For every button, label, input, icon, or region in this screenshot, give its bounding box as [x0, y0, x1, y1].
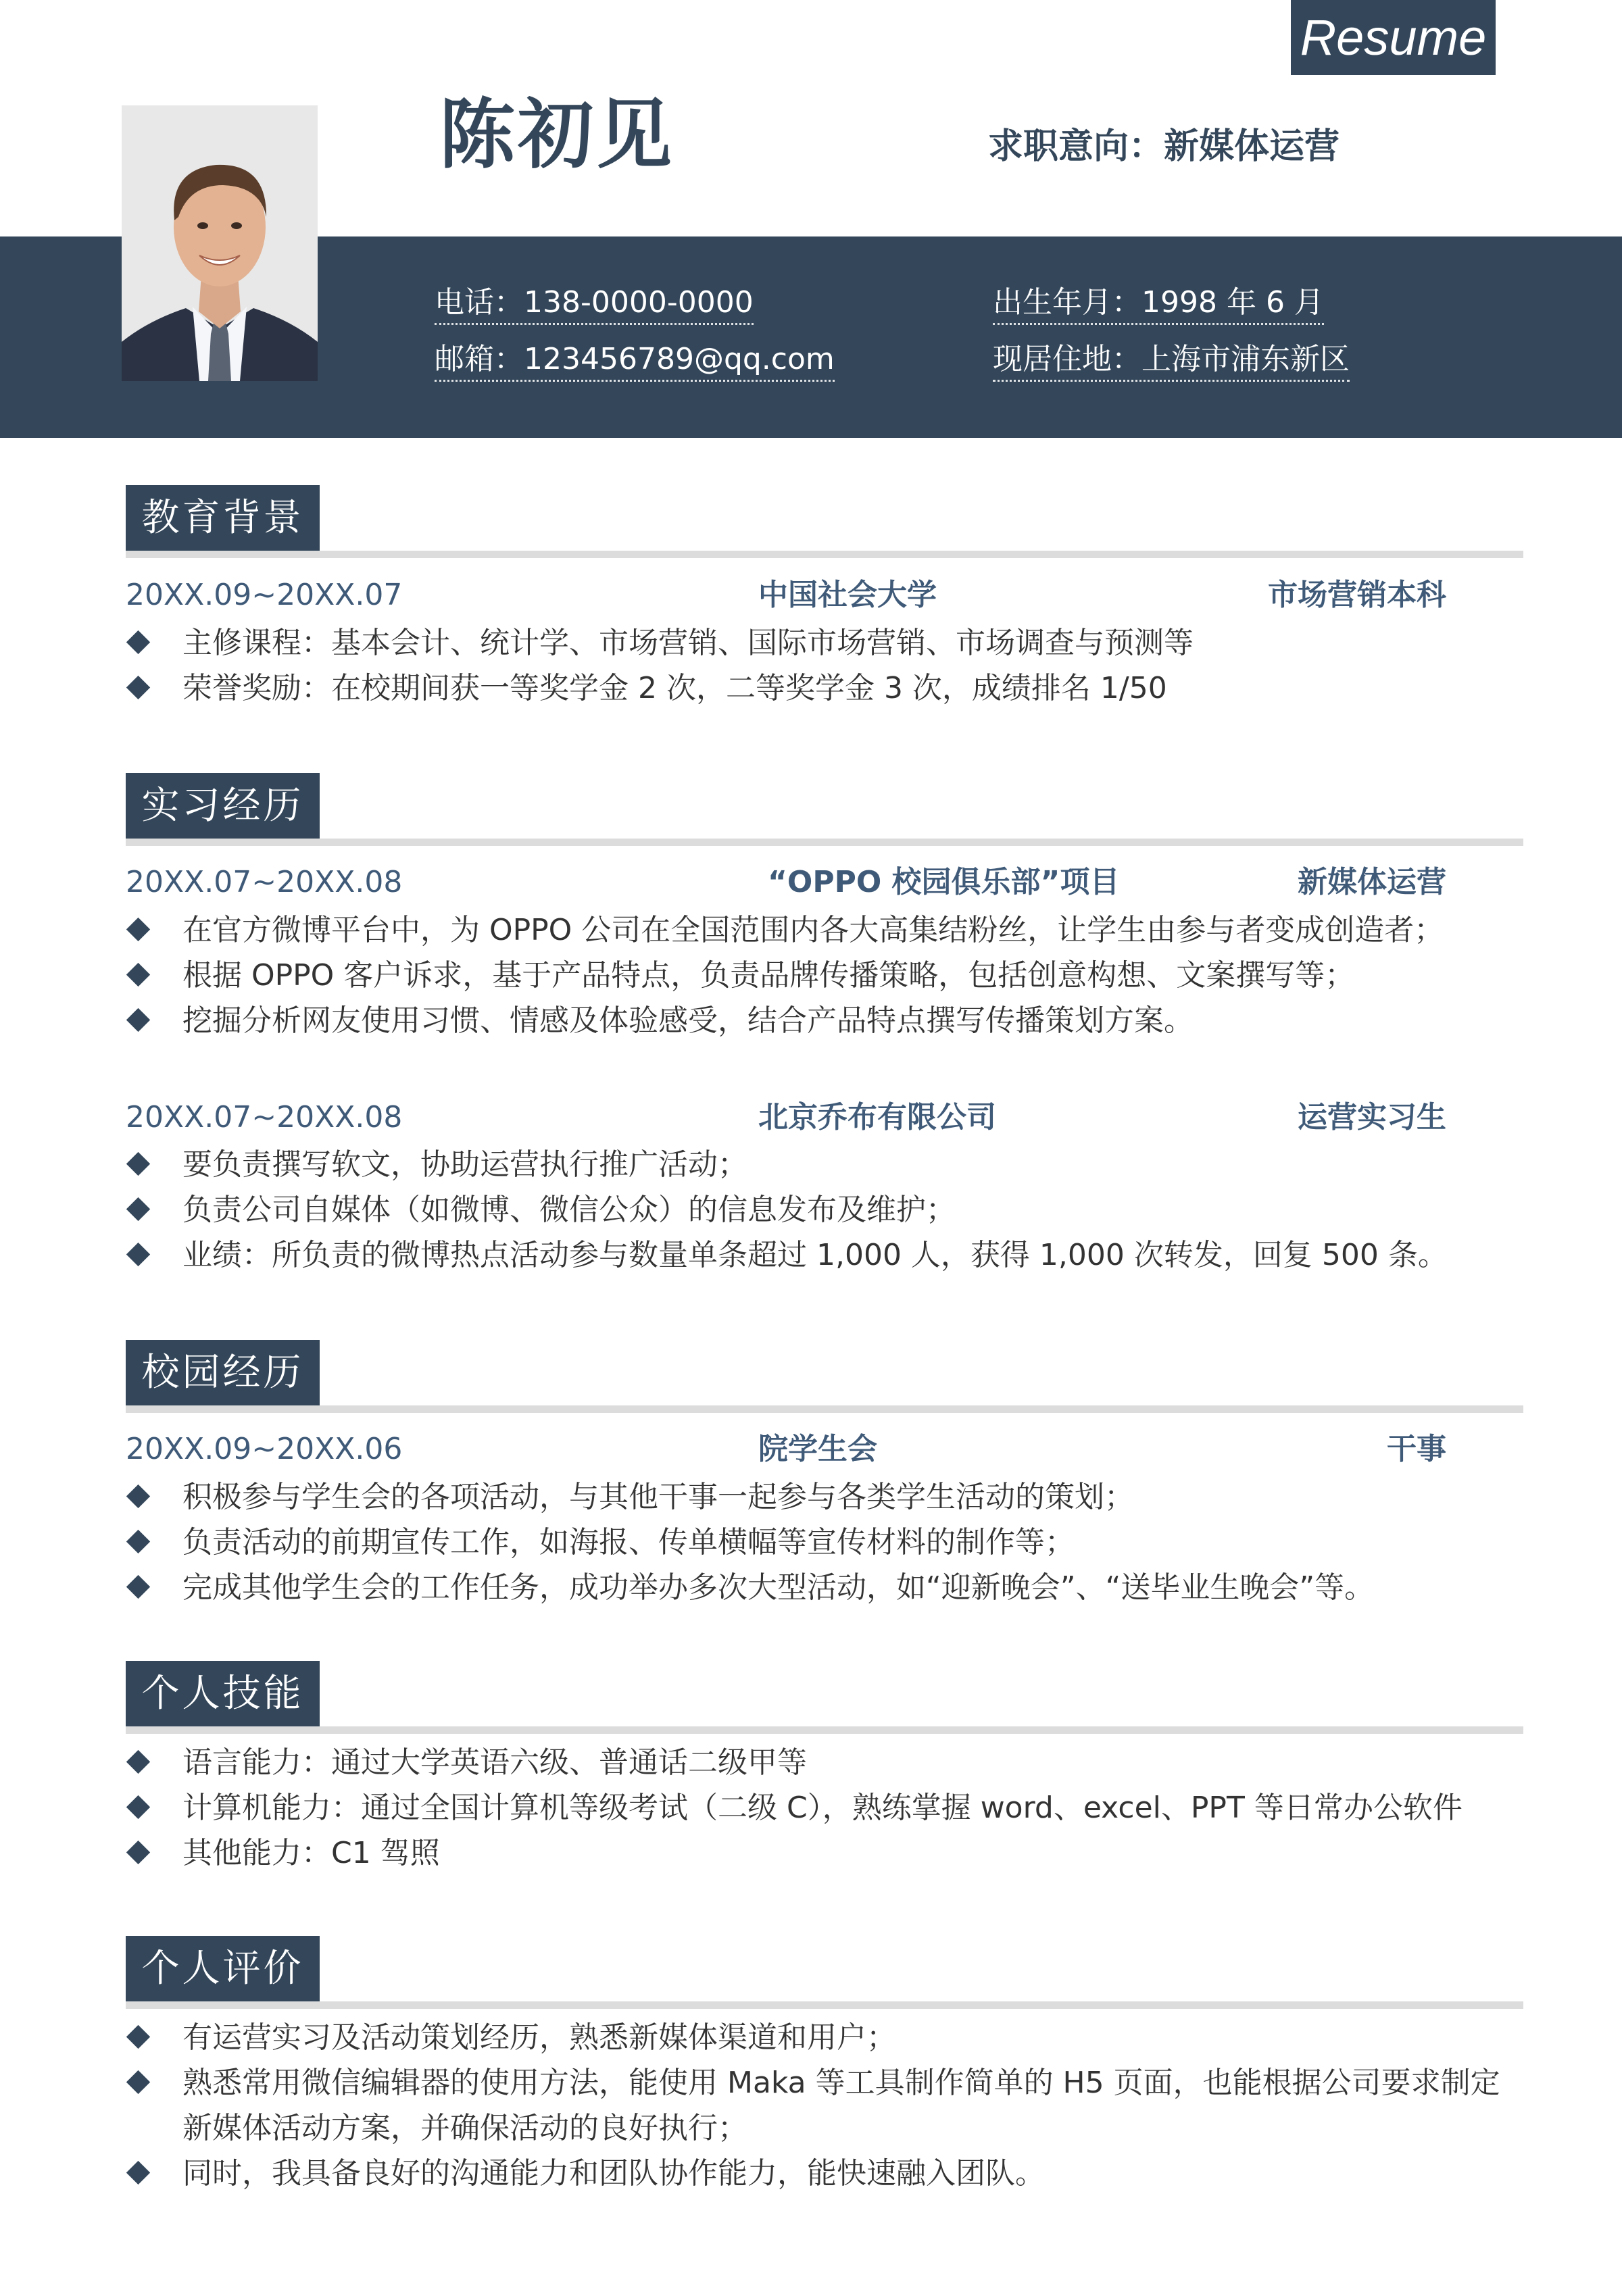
- candidate-name: 陈初见: [439, 91, 674, 179]
- diamond-bullet-icon: [126, 1008, 150, 1032]
- education-school: 中国社会大学: [758, 578, 937, 612]
- diamond-bullet-icon: [126, 1841, 150, 1864]
- email-field: 邮箱：123456789@qq.com: [435, 341, 835, 382]
- section-rule: [126, 1405, 1523, 1413]
- diamond-bullet-icon: [126, 676, 150, 699]
- profile-photo: [122, 105, 318, 381]
- resume-badge: Resume: [1291, 0, 1496, 75]
- internship-role: 运营实习生: [1298, 1100, 1446, 1134]
- section-title-education: 教育背景: [126, 485, 320, 551]
- diamond-bullet-icon: [126, 1795, 150, 1819]
- campus-date: 20XX.09~20XX.06: [126, 1432, 403, 1466]
- diamond-bullet-icon: [126, 1750, 150, 1774]
- internship-date: 20XX.07~20XX.08: [126, 865, 403, 899]
- diamond-bullet-icon: [126, 2025, 150, 2049]
- section-rule: [126, 839, 1523, 846]
- birth-field: 出生年月：1998 年 6 月: [993, 284, 1324, 325]
- education-date: 20XX.09~20XX.07: [126, 578, 403, 612]
- diamond-bullet-icon: [126, 2070, 150, 2094]
- campus-org: 院学生会: [758, 1432, 877, 1466]
- education-major: 市场营销本科: [1268, 578, 1446, 612]
- section-rule: [126, 2001, 1523, 2009]
- diamond-bullet-icon: [126, 1243, 150, 1266]
- address-field: 现居住地：上海市浦东新区: [993, 341, 1350, 382]
- job-intent: 求职意向：新媒体运营: [988, 126, 1340, 167]
- diamond-bullet-icon: [126, 963, 150, 987]
- internship-date: 20XX.07~20XX.08: [126, 1100, 403, 1134]
- section-rule: [126, 1726, 1523, 1734]
- campus-role: 干事: [1387, 1432, 1446, 1466]
- section-rule: [126, 551, 1523, 558]
- internship-org: “OPPO 校园俱乐部”项目: [768, 865, 1120, 899]
- section-title-skills: 个人技能: [126, 1661, 320, 1726]
- diamond-bullet-icon: [126, 1152, 150, 1176]
- portrait-image: [122, 105, 318, 381]
- section-title-evaluation: 个人评价: [126, 1936, 320, 2001]
- phone-field: 电话：138-0000-0000: [435, 284, 754, 325]
- diamond-bullet-icon: [126, 2161, 150, 2185]
- diamond-bullet-icon: [126, 1484, 150, 1508]
- diamond-bullet-icon: [126, 918, 150, 941]
- internship-role: 新媒体运营: [1298, 865, 1446, 899]
- internship-org: 北京乔布有限公司: [758, 1100, 996, 1134]
- diamond-bullet-icon: [126, 1575, 150, 1599]
- section-title-campus: 校园经历: [126, 1340, 320, 1405]
- section-title-internship: 实习经历: [126, 773, 320, 839]
- diamond-bullet-icon: [126, 1197, 150, 1221]
- diamond-bullet-icon: [126, 1530, 150, 1553]
- diamond-bullet-icon: [126, 630, 150, 654]
